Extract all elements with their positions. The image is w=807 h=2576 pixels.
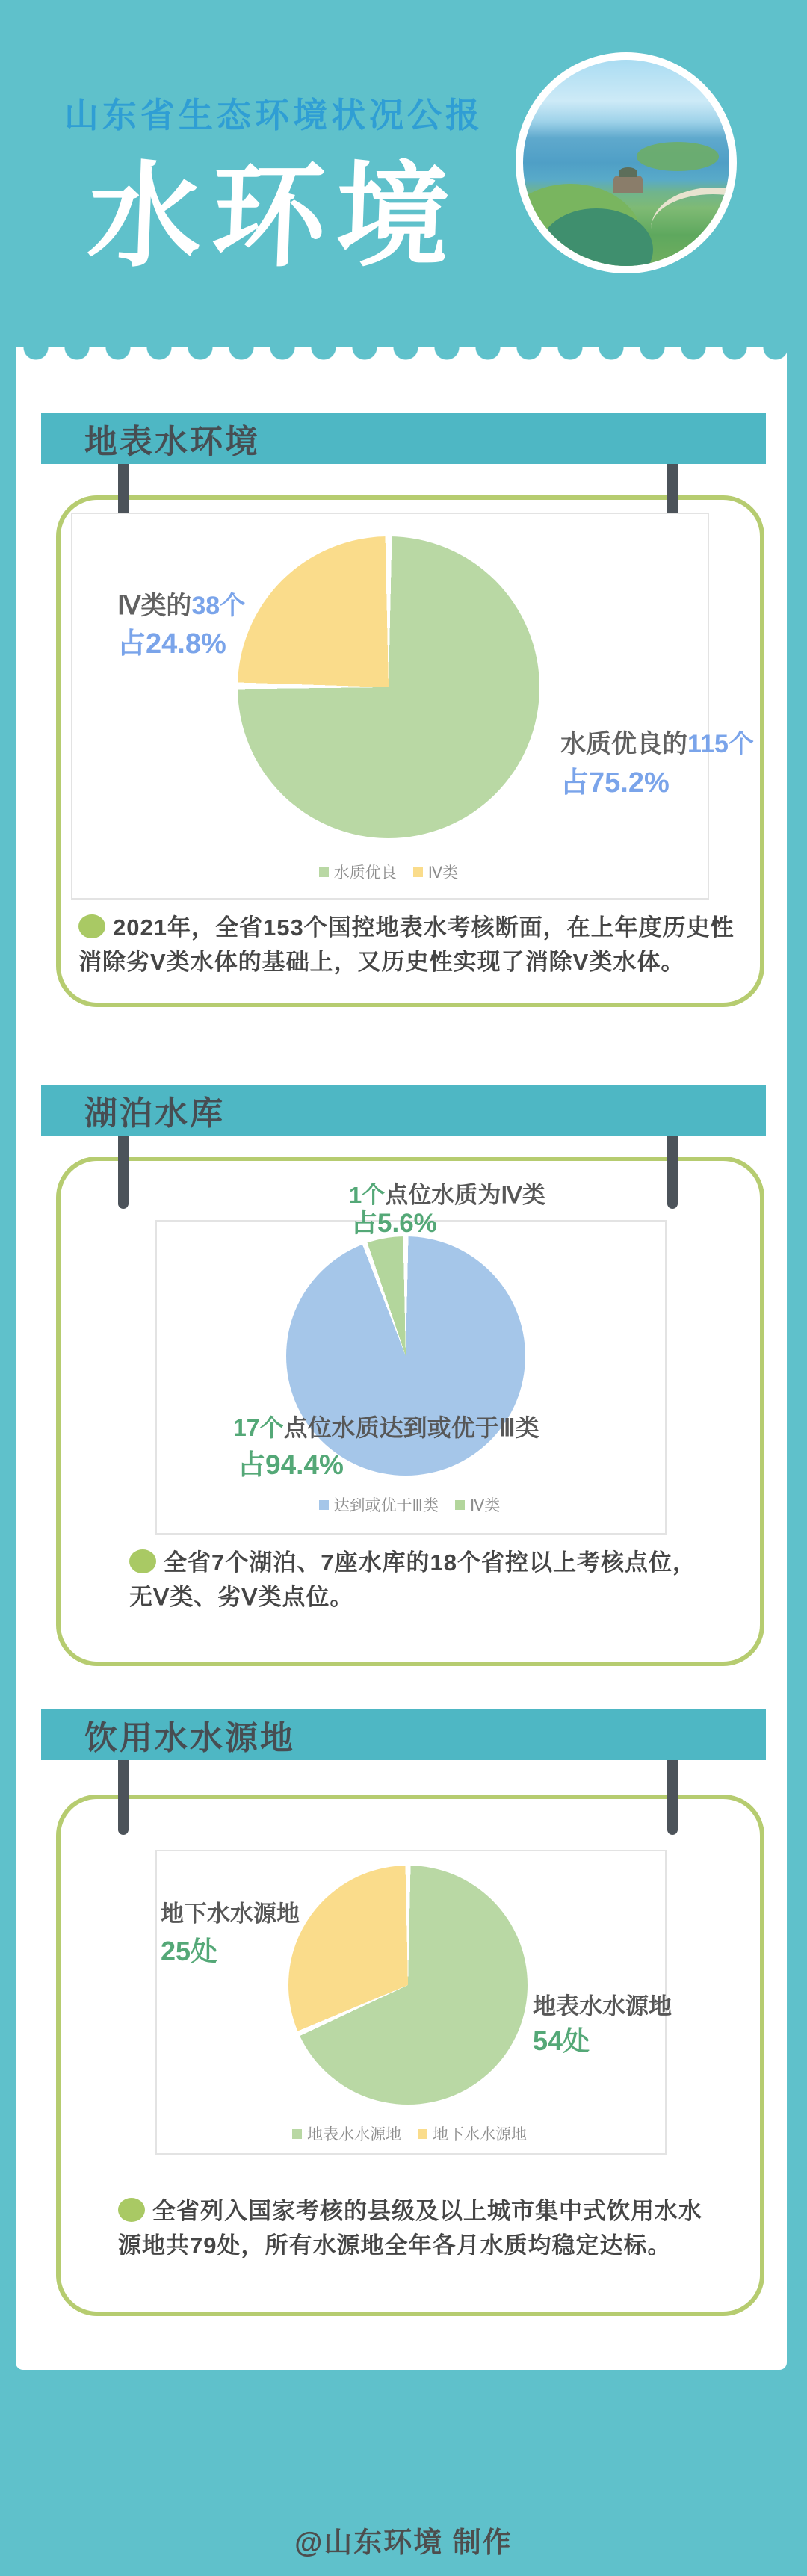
legend-swatch-yellow — [418, 2129, 427, 2139]
section-title: 饮用水水源地 — [84, 1720, 295, 1756]
slice-pct-good-quality: 占75.2% — [560, 767, 670, 799]
slice-label-good-quality: 水质优良的115个 — [560, 730, 754, 758]
legend-label: Ⅳ类 — [427, 864, 459, 882]
legend-swatch-green — [292, 2129, 302, 2139]
lake-aerial-photo — [516, 52, 737, 273]
pie-chart-drinking-water — [288, 1866, 528, 2105]
legend-label: 地表水水源地 — [307, 2126, 401, 2143]
chart-legend — [155, 2123, 664, 2145]
slice-label-class3-or-better: 17个点位水质达到或优于Ⅲ类 — [233, 1414, 539, 1441]
legend-swatch-blue — [319, 1500, 329, 1510]
slice-label-surface-source: 地表水水源地 — [533, 1993, 672, 2019]
legend-item — [418, 2123, 527, 2145]
legend-item — [413, 861, 458, 883]
legend-item — [455, 1493, 500, 1516]
slice-count-surface-source: 54处 — [533, 2025, 590, 2056]
legend-label: 达到或优于Ⅲ类 — [333, 1497, 439, 1514]
photo-road — [651, 188, 737, 270]
bullet-icon — [78, 914, 105, 938]
legend-label: Ⅳ类 — [470, 1497, 501, 1514]
slice-pct-class4-site: 占5.6% — [351, 1209, 437, 1238]
section-note — [118, 2194, 708, 2263]
photo-bridge-roof — [619, 167, 637, 178]
legend-swatch-green — [455, 1500, 465, 1510]
section-banner-surface-water — [41, 413, 766, 464]
slice-pct-class3-or-better: 占94.4% — [238, 1449, 344, 1480]
slice-label-class4: Ⅳ类的38个 — [117, 592, 246, 620]
photo-bridge — [613, 176, 643, 194]
legend-item — [319, 861, 397, 883]
section-title: 地表水环境 — [84, 424, 260, 460]
pie-chart-surface-water — [238, 536, 539, 838]
bullet-icon — [129, 1549, 156, 1573]
chart-legend — [155, 1493, 664, 1516]
report-title: 山东省生态环境状况公报 — [64, 96, 483, 134]
legend-item — [319, 1493, 439, 1516]
section-title: 湖泊水库 — [84, 1095, 225, 1132]
page-title: 水环境 — [85, 153, 463, 280]
legend-swatch-green — [319, 867, 329, 877]
legend-swatch-yellow — [413, 867, 423, 877]
note-text: 全省列入国家考核的县级及以上城市集中式饮用水水源地共79处，所有水源地全年各月水质均稳定达标。 — [118, 2198, 702, 2258]
bullet-icon — [118, 2198, 145, 2222]
slice-label-groundwater: 地下水水源地 — [161, 1901, 300, 1927]
note-text: 2021年，全省153个国控地表水考核断面，在上年度历史性消除劣V类水体的基础上，又历史性实现了消除V类水体。 — [78, 914, 735, 975]
paper-scallop-edge — [16, 347, 787, 362]
section-note — [129, 1546, 708, 1614]
slice-pct-class4: 占24.8% — [117, 628, 226, 660]
photo-island — [637, 142, 719, 171]
section-banner-lakes-reservoirs — [41, 1085, 766, 1136]
section-banner-drinking-water — [41, 1709, 766, 1760]
legend-item — [292, 2123, 401, 2145]
slice-label-class4-site: 1个点位水质为Ⅳ类 — [349, 1182, 545, 1208]
legend-label: 水质优良 — [333, 864, 397, 882]
footer-credit: @山东环境 制作 — [294, 2527, 513, 2559]
legend-label: 地下水水源地 — [433, 2126, 527, 2143]
note-text: 全省7个湖泊、7座水库的18个省控以上考核点位，无Ⅴ类、劣Ⅴ类点位。 — [129, 1549, 696, 1610]
chart-legend — [71, 861, 706, 883]
slice-count-groundwater: 25处 — [161, 1936, 218, 1966]
section-note — [78, 911, 740, 979]
